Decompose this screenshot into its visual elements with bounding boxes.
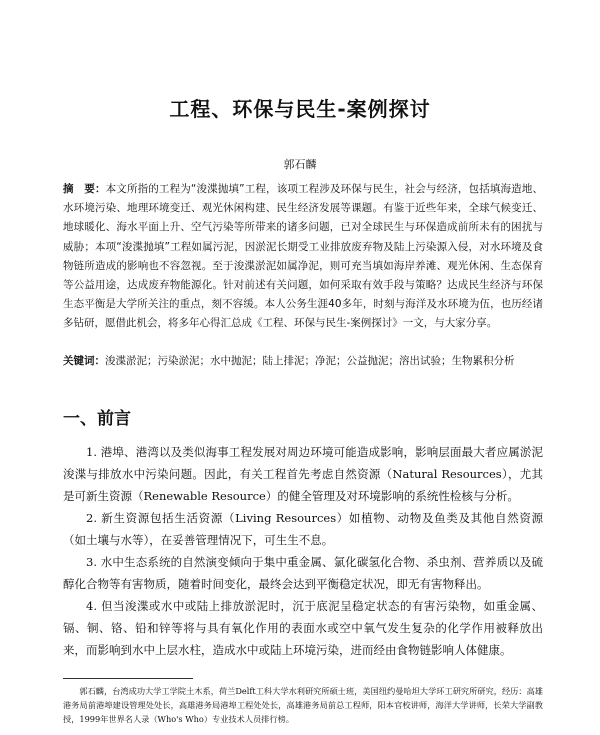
author-name: 郭石麟 <box>283 158 317 171</box>
author-footnote <box>63 684 543 726</box>
body-text <box>63 441 543 661</box>
section-title: 一、前言 <box>63 409 131 429</box>
footnote-text: 郭石麟，台湾成功大学工学院土木系，荷兰Delft工科大学水利研究所硕士班，美国纽约曼哈坦大学环工研究所研究，经历：高雄港务局前港埠建设管理处处长，高雄港务局港埠工程处处长，高雄港务局前总工程师，阳本官校讲师，海洋大学讲师，长荣大学副教授，1999年世界名人录（Who's Who）专业技术人员排行榜。 <box>63 686 543 724</box>
footnote-divider <box>63 678 193 679</box>
keywords <box>63 352 543 371</box>
abstract-label: 摘 要： <box>63 183 106 195</box>
abstract <box>63 180 543 334</box>
keywords-text: 浚渫淤泥；污染淤泥；水中抛泥；陆上排泥；净泥；公益抛泥；溶出试验；生物累积分析 <box>105 355 515 367</box>
paragraph: 1. 港埠、港湾以及类似海事工程发展对周边环境可能造成影响，影响层面最大者应属淤泥浚渫与排放水中污染问题。因此，有关工程首先考虑自然资源（Natural Resources），尤其是可新生资源（Renewable Resource）的健全管理及对环境影响的系统性检核与分析。 <box>63 445 543 503</box>
paragraph: 2. 新生资源包括生活资源（Living Resources）如植物、动物及鱼类及其他自然资源（如土壤与水等），在妥善管理情况下，可生生不息。 <box>63 511 543 547</box>
paragraph: 4. 但当浚渫或水中或陆上排放淤泥时，沉于底泥呈稳定状态的有害污染物，如重金属、镉、铜、铬、铅和锌等将与具有氧化作用的表面水或空中氧气发生复杂的化学作用被释放出来，而影响到水中上层水柱，造成水中或陆上环境污染，进而经由食物链影响人体健康。 <box>63 599 543 657</box>
keywords-label: 关键词： <box>63 355 105 367</box>
abstract-text: 本文所指的工程为“浚渫抛填”工程，该项工程涉及环保与民生，社会与经济，包括填海造地、水环境污染、地理环境变迁、观光休闲构建、民生经济发展等课题。有鉴于近些年来，全球气候变迁、地球暖化、海水平面上升、空气污染等所带来的诸多问题，已对全球民生与环保造成前所未有的困扰与威胁；本项“浚渫抛填”工程如属污泥，因淤泥长期受工业排放废弃物及陆上污染源入侵，对水环境及食物链所造成的影响也不容忽视。至于浚渫淤泥如属净泥，则可充当填如海岸养滩、观光休闲、生态保育等公益用途，达成废弃物能源化。针对前述有关问题，如何采取有效手段与策略？达成民生经济与环保生态平衡是大学所关注的重点，刻不容缓。本人公务生涯40多年，时刻与海洋及水环境为伍，也历经诸多钻研，愿借此机会，将多年心得汇总成《工程、环保与民生-案例探讨》一文，与大家分享。 <box>63 183 543 330</box>
paper-title: 工程、环保与民生-案例探讨 <box>169 97 431 121</box>
paragraph: 3. 水中生态系统的自然演变倾向于集中重金属、氯化碳氢化合物、杀虫剂、营养质以及硫醇化合物等有害物质，随着时间变化，最终会达到平衡稳定状况，即无有害物释出。 <box>63 555 543 591</box>
